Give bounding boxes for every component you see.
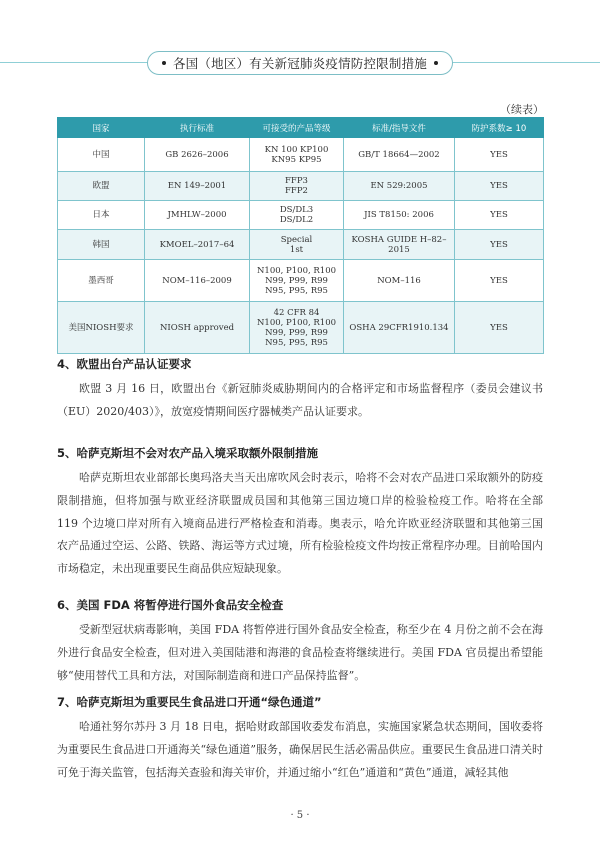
table-row <box>58 172 544 201</box>
table-row <box>58 230 544 260</box>
table-cell: YES <box>455 260 544 302</box>
table-cell: NIOSH approved <box>145 302 250 354</box>
page-number: · 5 · <box>290 810 310 821</box>
page-header <box>0 51 600 75</box>
bullet-dot-icon <box>162 61 166 65</box>
header-title: 各国（地区）有关新冠肺炎疫情防控限制措施 <box>172 56 427 71</box>
table-row <box>58 302 544 354</box>
table-cell: GB/T 18664—2002 <box>344 138 455 172</box>
table-cell: YES <box>455 302 544 354</box>
table-cell: KN 100 KP100 KN95 KP95 <box>250 138 344 172</box>
column-header: 执行标准 <box>145 118 250 138</box>
section-heading: 5、哈萨克斯坦不会对农产品入境采取额外限制措施 <box>57 446 318 460</box>
table-cell: 日本 <box>58 201 145 230</box>
table-cell: YES <box>455 138 544 172</box>
table-cell: FFP3 FFP2 <box>250 172 344 201</box>
bullet-dot-icon <box>434 61 438 65</box>
table-cell: Special 1st <box>250 230 344 260</box>
table-row <box>58 260 544 302</box>
section-body: 哈通社努尔苏丹 3 月 18 日电，据哈财政部国收委发布消息，实施国家紧急状态期间，国收委将为重要民生食品进口开通海关“绿色通道”服务，确保居民生活必需品供应。重要民生食品进口清关时可免于海关监管，包括海关查验和海关审价，并通过缩小“红色”通道和“黄色”通道，减轻其他 <box>57 720 543 779</box>
table-row <box>58 138 544 172</box>
table-cell: 美国NIOSH要求 <box>58 302 145 354</box>
table-cell: EN 149–2001 <box>145 172 250 201</box>
section-heading: 6、美国 FDA 将暂停进行国外食品安全检查 <box>57 598 284 612</box>
section-heading: 7、哈萨克斯坦为重要民生食品进口开通“绿色通道” <box>57 695 322 709</box>
table-cell: 韩国 <box>58 230 145 260</box>
section-green-channel <box>57 694 543 784</box>
table-cell: EN 529:2005 <box>344 172 455 201</box>
section-kazakhstan-agri <box>57 445 543 581</box>
table-cell: KOSHA GUIDE H–82– 2015 <box>344 230 455 260</box>
section-body: 哈萨克斯坦农业部部长奥玛洛夫当天出席吹风会时表示，哈将不会对农产品进口采取额外的防疫限制措施，但将加强与欧亚经济联盟成员国和其他第三国边境口岸的检验检疫工作。哈将在全部 119 个边境口岸对所有入境商品进行严格检查和消毒。奥表示，哈允许欧亚经济联盟和其他第三国农产品通过空运、公路、铁路、海运等方式过境，所有检验检疫文件均按正常程序办理。目前哈国内市场稳定，未出现重要民生商品供应短缺现象。 <box>57 471 543 576</box>
table-cell: KMOEL–2017–64 <box>145 230 250 260</box>
section-body: 欧盟 3 月 16 日，欧盟出台《新冠肺炎威胁期间内的合格评定和市场监督程序（委员会建议书（EU）2020/403）》，放宽疫情期间医疗器械类产品认证要求。 <box>57 382 543 418</box>
table-cell: NOM–116–2009 <box>145 260 250 302</box>
column-header: 可接受的产品等级 <box>250 118 344 138</box>
table-cell: YES <box>455 230 544 260</box>
table-cell: YES <box>455 201 544 230</box>
table-cell: 42 CFR 84 N100, P100, R100 N99, P99, R99 N95, P95, R95 <box>250 302 344 354</box>
section-heading: 4、欧盟出台产品认证要求 <box>57 357 192 371</box>
table-cell: 墨西哥 <box>58 260 145 302</box>
table-cell: N100, P100, R100 N99, P99, R99 N95, P95, R95 <box>250 260 344 302</box>
section-body: 受新型冠状病毒影响，美国 FDA 将暂停进行国外食品安全检查，称至少在 4 月份之前不会在海外进行食品安全检查，但对进入美国陆港和海港的食品检查将继续进行。美国 FDA 官员提出希望能够“使用替代工具和方法，对国际制造商和进口产品保持监督”。 <box>57 623 543 682</box>
table-continued-label: （续表） <box>500 103 544 116</box>
column-header: 标准/指导文件 <box>344 118 455 138</box>
table-cell: 欧盟 <box>58 172 145 201</box>
table-cell: DS/DL3 DS/DL2 <box>250 201 344 230</box>
table-cell: GB 2626–2006 <box>145 138 250 172</box>
table-cell: OSHA 29CFR1910.134 <box>344 302 455 354</box>
section-eu-certification <box>57 356 543 424</box>
table-cell: JIS T8150: 2006 <box>344 201 455 230</box>
table-row <box>58 201 544 230</box>
column-header: 国家 <box>58 118 145 138</box>
table-cell: NOM–116 <box>344 260 455 302</box>
header-title-box <box>147 51 453 75</box>
table-header-row <box>58 118 544 138</box>
table-cell: YES <box>455 172 544 201</box>
section-us-fda <box>57 597 543 687</box>
column-header: 防护系数≥ 10 <box>455 118 544 138</box>
table-cell: JMHLW–2000 <box>145 201 250 230</box>
table-cell: 中国 <box>58 138 145 172</box>
standards-table <box>57 117 544 354</box>
